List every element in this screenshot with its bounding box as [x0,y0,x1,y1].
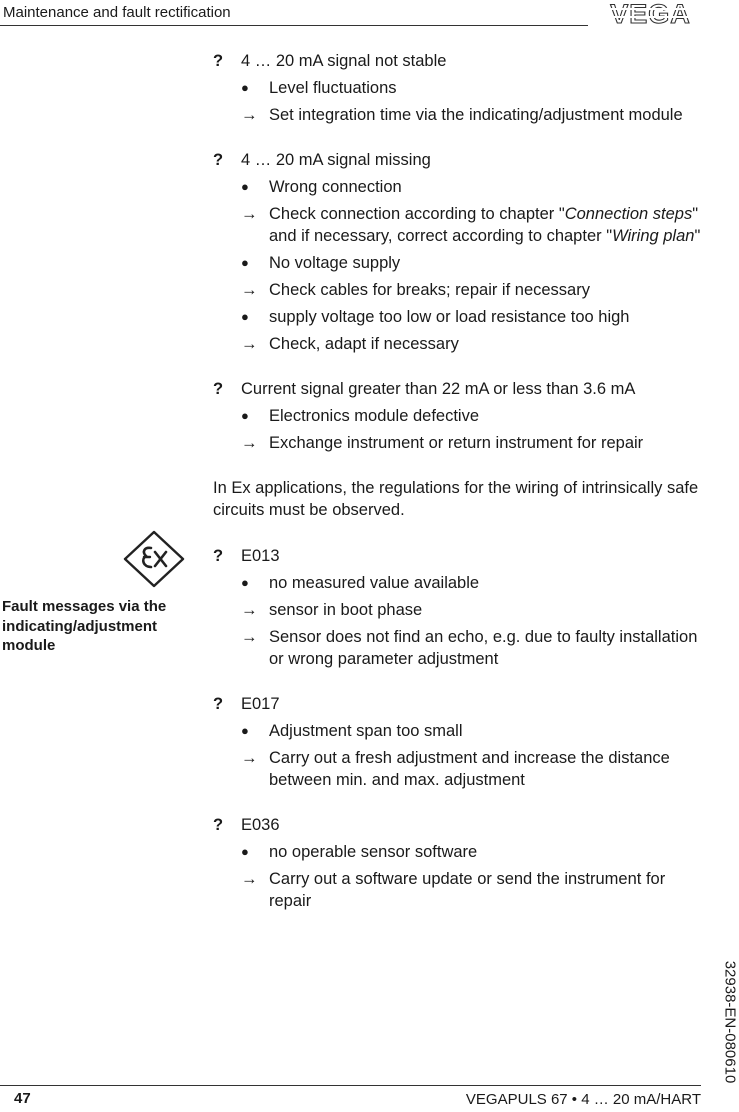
arrow-right-icon: → [241,601,258,619]
bullet-icon: ● [241,255,249,270]
question-mark: ? [213,547,224,565]
ex-note [213,477,708,521]
question-text: E036 [241,816,280,834]
remedy-item [241,626,708,670]
question-text: E017 [241,695,280,713]
ex-hazard-icon [123,530,185,588]
arrow-right-icon: → [241,205,258,223]
footer-product: VEGAPULS 67 • 4 … 20 mA/HART [465,1091,701,1108]
remedy-text: Set integration time via the indicating/adjustment module [269,106,683,124]
doc-id-text: 32938-EN-080610 [721,960,739,1084]
remedy-text: Check cables for breaks; repair if necessary [269,281,590,299]
header-rule [0,25,588,26]
cause-item [241,306,708,328]
question-mark: ? [213,52,224,70]
remedy-item [241,599,708,621]
fault-block [213,545,708,670]
fault-block [213,814,708,912]
footer-rule [0,1085,701,1086]
question-line [213,814,708,836]
remedy-item [241,333,708,355]
remedy-item [241,747,708,791]
bullet-icon: ● [241,179,249,194]
question-mark: ? [213,151,224,169]
bullet-icon: ● [241,575,249,590]
remedy-text: Check, adapt if necessary [269,335,459,353]
cause-text: no measured value available [269,574,480,592]
question-text: E013 [241,547,280,565]
cause-item [241,841,708,863]
remedy-item [241,279,708,301]
arrow-right-icon: → [241,870,258,888]
question-line [213,693,708,715]
vega-logo-text: VEGA [610,0,691,28]
remedy-item [241,203,708,247]
header-title: Maintenance and fault rectification [3,4,231,21]
remedy-text: Exchange instrument or return instrument for repair [269,434,644,452]
arrow-right-icon: → [241,434,258,452]
fault-block [213,50,708,126]
question-mark: ? [213,695,224,713]
cause-text: Electronics module defective [269,407,480,425]
bullet-icon: ● [241,408,249,423]
fault-block [213,693,708,791]
question-line [213,378,708,400]
error-list [213,545,708,912]
fault-block [213,149,708,355]
remedy-text: Sensor does not find an echo, e.g. due to faulty installation or wrong parameter adjustment [269,628,698,668]
cause-text: No voltage supply [269,254,401,272]
fault-list [213,50,708,454]
page-number: 47 [14,1090,31,1107]
cause-item [241,77,708,99]
remedy-item [241,868,708,912]
side-label: Fault messages via the indicating/adjustment module [2,598,167,654]
remedy-text [269,203,708,247]
cause-item [241,252,708,274]
vega-logo [600,0,701,28]
chapter-reference: Wiring plan [612,227,695,245]
ex-note-text: In Ex applications, the regulations for the wiring of intrinsically safe circuits must be observed. [213,479,699,519]
cause-text: Adjustment span too small [269,722,463,740]
cause-item [241,720,708,742]
question-text: 4 … 20 mA signal not stable [241,52,447,70]
doc-id [716,958,739,1086]
arrow-right-icon: → [241,335,258,353]
question-line [213,50,708,72]
cause-item [241,176,708,198]
bullet-icon: ● [241,309,249,324]
cause-text: Wrong connection [269,178,402,196]
bullet-icon: ● [241,723,249,738]
arrow-right-icon: → [241,281,258,299]
bullet-icon: ● [241,844,249,859]
arrow-right-icon: → [241,106,258,124]
cause-text: no operable sensor software [269,843,478,861]
content [213,50,708,935]
chapter-reference: Connection steps [564,205,693,223]
question-text: 4 … 20 mA signal missing [241,151,431,169]
remedy-text: Carry out a fresh adjustment and increase the distance between min. and max. adjustment [269,749,670,789]
fault-block [213,378,708,454]
question-mark: ? [213,816,224,834]
remedy-item [241,104,708,126]
remedy-text: sensor in boot phase [269,601,423,619]
remedy-item [241,432,708,454]
question-line [213,149,708,171]
arrow-right-icon: → [241,628,258,646]
bullet-icon: ● [241,80,249,95]
cause-item [241,405,708,427]
cause-text: supply voltage too low or load resistance too high [269,308,630,326]
cause-item [241,572,708,594]
arrow-right-icon: → [241,749,258,767]
remedy-text: Carry out a software update or send the instrument for repair [269,870,666,910]
question-line [213,545,708,567]
question-mark: ? [213,380,224,398]
text-part: " [694,227,701,245]
text-part: " and if necessary, correct according to chapter " [269,205,699,245]
text-part: Check connection according to chapter " [269,205,565,223]
question-text: Current signal greater than 22 mA or less than 3.6 mA [241,380,636,398]
cause-text: Level fluctuations [269,79,397,97]
